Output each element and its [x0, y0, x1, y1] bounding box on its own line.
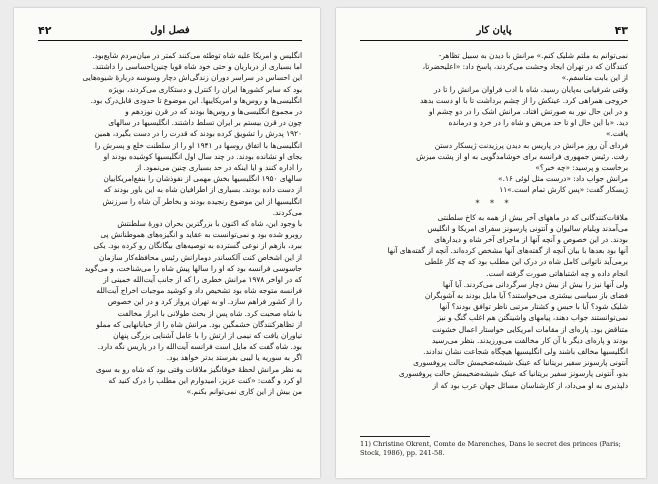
- text-line: اما بسیاری از درباریان و حتی خود شاه قویا چنین‌احساسی را داشتند.: [92, 62, 302, 72]
- right-page-header: [360, 24, 628, 41]
- left-page-body: [38, 50, 302, 397]
- text-line: انجام داده و چه اشتباهاتی صورت گرفته است.: [486, 268, 628, 278]
- text-line: ببرد، بازهم از نوعی گسترده به توصیه‌های بیگانگان رو کرده بود. یکی: [93, 241, 302, 251]
- text-line: او کرد و گفت: «کنت عزیز، امیدوارم این مطلب را درک کنید که: [108, 375, 302, 385]
- text-line: یافت.»: [606, 129, 628, 139]
- text-line: برمی‌آید ناتوانی کامل شاه در درک این مطلب بود که چه کار غلطی: [424, 257, 628, 267]
- text-line: چون در قرن بیستم بر ایران تسلط داشتند. انگلیسیها در سالهای: [108, 118, 302, 128]
- text-line: جاسوسی فرانسه بود که او را سالها پیش شاه را می‌شناخت، و می‌گوید: [84, 263, 302, 273]
- text-line: را اداره کنند و ایا اینکه در حد بسیاری چنین می‌نمود. از: [135, 163, 302, 173]
- left-running-title: فصل اول: [150, 25, 190, 36]
- text-line: بدو، آنتونی پارسونز سفیر بریتانیا که عینک شیشه‌ضخیمش حالت پروفسوری: [398, 369, 628, 379]
- text-line: کنندگان که در تهران ایجاد وحشت می‌کردند، پاسخ داد: «اعلیحضرتا،: [422, 62, 628, 72]
- text-line: دلپذیری به او می‌داد، از کارشناسان مسائل جهان عرب بود که از: [432, 380, 628, 390]
- text-line: من بیش از این کاری نمی‌توانم بکنم.»: [186, 387, 302, 397]
- text-line: انگلیسی‌ها با اتفاق روسها در ۱۹۴۱ او را از سلطنت خلع و پسرش را: [94, 140, 302, 150]
- text-line: می‌کردند.: [272, 207, 302, 217]
- text-line: ملاقات‌کنندگانی که در ماههای آخر بیش از همه به کاخ سلطنتی: [437, 212, 628, 222]
- text-line: آنتونی پارسونز سفیر بریتانیا که عینک شیشه‌ضخیمش حالت پروفسوری: [413, 358, 628, 368]
- text-line: به نظر مرانش لحظهٔ خوفانگیز ملاقات وقتی بود که شاه رو به سوی: [95, 364, 302, 374]
- text-line: از این بابت متاسفم.»: [561, 73, 628, 83]
- text-line: انگلیسیها از این موضوع رنجیده بودند و بخاطر آن شاه را سرزنش: [102, 196, 302, 206]
- text-line: فرانسه متوجه شاه بود تشخیص داد و کوشید موجبات اخراج آیت‌الله: [96, 286, 302, 296]
- right-page-body: [360, 50, 628, 391]
- text-line: نمی‌توانم به ملتم شلیک کنم.» مرانش با دیدن به سبیل تظاهر-: [438, 51, 628, 60]
- text-line: تیاوران یافت که نیمی از ارتش را با عامل آشنایی بزرگی پنهان: [113, 331, 302, 341]
- text-line: در مجموع انگلیسی‌ها و روس‌ها بودند که در قرن نوزدهم و: [125, 107, 302, 117]
- text-line: اگر به سوریه یا لیبی بفرستد بدتر خواهد بود.: [166, 353, 302, 363]
- text-line: انگلیس و امریکا علیه شاه توطئه می‌کنند کمتر در میان‌مردم شایع‌بود.: [92, 51, 302, 60]
- text-line: ۱۹۲۰ پدرش را تشویق کرده بودند که قدرت را در دست بگیرد، همین: [94, 129, 302, 139]
- right-running-title: پایان کار: [476, 25, 512, 36]
- text-line: انگلیسیها مخالف باشند ولی انگلیسیها هیچگاه شجاعت نشان ندادند.: [423, 347, 628, 357]
- text-line: بود. شاه گفت که مایل است فرانسه آیت‌الله را در پاریس نگه دارد.: [97, 342, 302, 352]
- text-line: از تظاهرکنندگان خشمگین بود. مرانش شاه را از خیابانهایی که مملو: [96, 319, 302, 329]
- text-line: را از کشور فراهم سازد. او به تهران پرواز کرد و در این خصوص: [107, 297, 302, 307]
- text-line: سالهای ۱۹۵۰ انگلیسیها بخش مهمی از نفوذشان را بنفع‌امریکاییان: [103, 174, 302, 184]
- text-line: متناقض بود. پاره‌ای از مقامات امریکایی خواستار اعمال خشونت: [432, 324, 628, 334]
- text-line: انگلیسی‌ها و روس‌ها و امریکاییها. این موضوع تا حدودی قابل‌درک بود.: [90, 95, 302, 105]
- text-line: دید. «با این حال او تا حد مریض و شاه را در خرد و درمانده: [448, 118, 628, 128]
- text-line: آنها بود بعدها با بیان آنچه از گفته‌های آنها مشخص کرده‌اند. آنچه از گفته‌های آنها: [387, 246, 628, 256]
- paragraph-2: [360, 212, 628, 391]
- text-line: خروجی همراهی کرد. عینکش را از چشم برداشت تا با او دست بدهد: [419, 95, 628, 105]
- text-line: برخاست و پرسید: «چه خبر؟»: [535, 163, 628, 173]
- footnote: 11) Christine Okrent, Comte de Marenches, Dans le secret des princes (Paris; Stock, 1986), pp. 241-58.: [360, 440, 621, 457]
- text-line: مرانش جواب داد: «درست مثل لوئی ۱۶.»: [498, 174, 628, 184]
- text-line: می‌آمدند ویلیام سالیوان و آنتونی پارسونز سفرای امریکا و انگلیس: [427, 223, 628, 233]
- text-line: بود که سایر کشورها ایران را کنترل و دستکاری می‌کردند، بویژه: [108, 84, 302, 94]
- text-line: رفت. رئیس جمهوری فرانسه برای خوشامدگویی به او از پشت میزش: [416, 151, 628, 161]
- text-line: از دست داده بودند. بسیاری از اطرافیان شاه به این باور بودند که: [103, 185, 302, 195]
- text-line: از این اشخاص کنت آلکساندر دومارانش رئیس محافظه‌کار سازمان: [98, 252, 302, 262]
- right-page: [336, 8, 646, 478]
- text-line: و در این حال نور به صورتش افتاد. مرانش اشک را در دو چشم او: [428, 107, 628, 117]
- text-line: بجای او نشانده بودند. در چند سال اول انگلیسیها کوشیده بودند او: [103, 151, 302, 161]
- text-line: با شاه صحبت کرد. شاه پس از بحث طولانی با ابراز مخالفت: [117, 308, 302, 318]
- text-line: این احساس در سراسر دوران زندگی‌اش دچار وسوسه دربارهٔ شیوه‌هایی: [82, 73, 302, 83]
- text-line: ولی آنها نیز را بیش از بیش دچار سرگردانی می‌کردند. آیا آنها: [442, 279, 628, 289]
- left-page-number: ۴۲: [38, 24, 52, 37]
- text-line: فردای آن روز مرانش در پاریس به دیدن پرزیدنت ژیسکار دستن: [434, 140, 628, 150]
- text-line: وقتی شرفیابی به‌پایان رسید، شاه با ادب فراوان مرانش را تا در: [433, 84, 628, 94]
- text-line: بودند و پاره‌ای دیگر با آن کار مخالفت می‌ورزیدند. بنظر می‌رسید: [431, 335, 628, 345]
- section-break-ornament: * * *: [475, 198, 513, 208]
- paragraph-1: [360, 50, 628, 196]
- text-line: روبرو شده بود و نمی‌توانست به عقاید و انگیزه‌های همو‌طنانش پی: [100, 230, 302, 240]
- left-page-header: [38, 24, 302, 41]
- text-line: فضای باز سیاسی بیشتری می‌خواستند؟ آیا مایل بودند به آشوبگران: [424, 291, 628, 301]
- left-page: [14, 8, 320, 478]
- text-line: ژیسکار گفت: «پس کارش تمام است.»۱۱: [499, 185, 628, 195]
- text-line: بودند. در این خصوص و آنچه آنها از ماجرای آخر شاه و دیدارهای: [434, 235, 628, 245]
- text-line: شلیک شود؟ آیا با حبس و کشتار مرتبی ناظر توافق بودند؟ آنها: [439, 302, 628, 312]
- text-line: که در اواخر ۱۹۷۸ مرانش خطری را که از جانب آیت‌الله خمینی از: [103, 275, 302, 285]
- footnote-rule: [360, 436, 430, 437]
- text-line: نمی‌توانستند جواب دهند، پیامهای واشینگتن هم اغلب گنگ و نیز: [437, 313, 628, 323]
- text-line: با وجود این، شاه که اکنون با بزرگترین بحران دورهٔ سلطنتش: [117, 219, 302, 229]
- right-page-number: ۴۳: [614, 24, 628, 37]
